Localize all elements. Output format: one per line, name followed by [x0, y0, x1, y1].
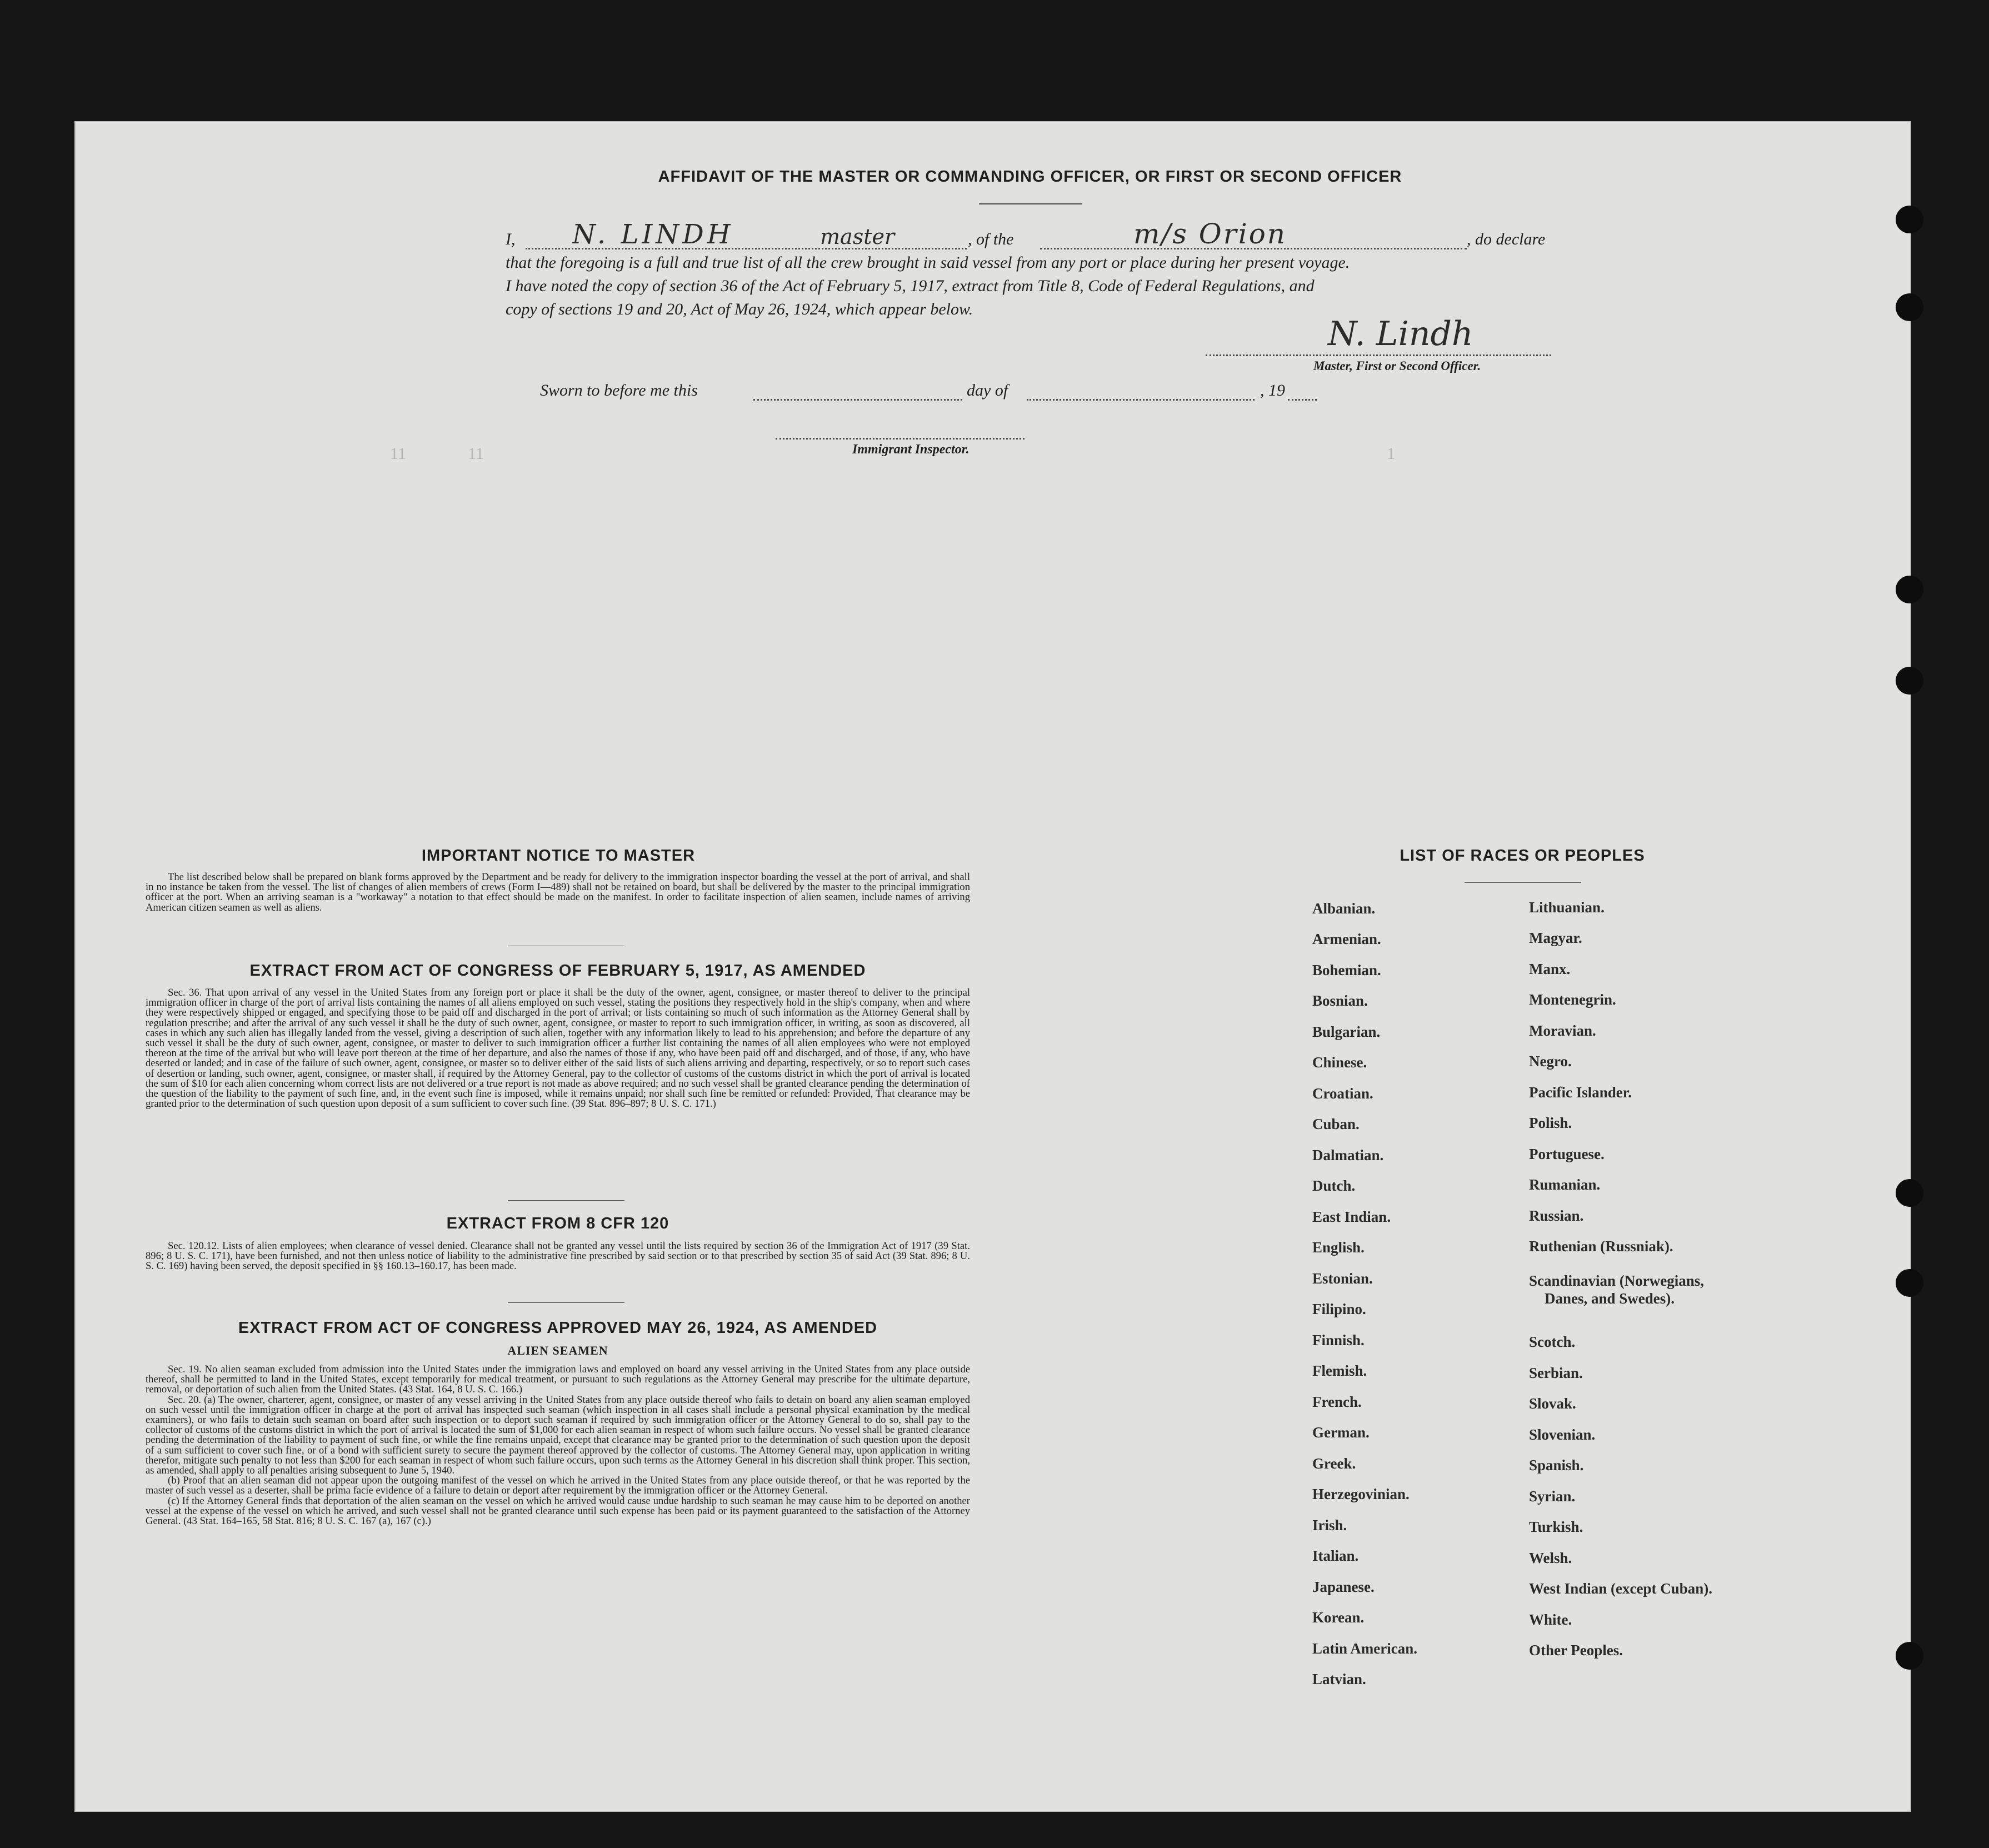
extract-1924-body — [146, 1365, 970, 1526]
race-item: Latvian. — [1312, 1671, 1366, 1687]
sworn-month-dotted-line — [1027, 399, 1255, 401]
race-item: Armenian. — [1312, 931, 1381, 947]
race-item: Turkish. — [1529, 1519, 1583, 1535]
race-item: East Indian. — [1312, 1208, 1391, 1225]
officer-signature: N. Lindh — [1328, 314, 1473, 353]
signature-dotted-line — [1206, 354, 1551, 356]
sworn-year-dotted-line — [1288, 399, 1317, 401]
race-item: Danes, and Swedes). — [1545, 1290, 1675, 1307]
race-item: Lithuanian. — [1529, 899, 1605, 916]
race-item: Russian. — [1529, 1207, 1584, 1224]
race-item: Irish. — [1312, 1517, 1347, 1534]
sworn-year-label: , 19 — [1260, 381, 1285, 399]
affidavit-i-label: I, — [506, 230, 516, 248]
title-divider — [1465, 882, 1581, 883]
race-item: German. — [1312, 1424, 1370, 1441]
extract-cfr-body: Sec. 120.12. Lists of alien employees; when clearance of vessel denied. Clearance shall not be granted any vessel until the lists required by section 36 of the Immigration Act of 1917 (39 Stat. 896; 8 U. S. C. 171), have been furnished, and not then unless notice of liability to the administrative fine prescribed by said section or to that prescribed by section 35 of said Act (39 Stat. 896; 8 U. S. C. 169) having been served, the deposit specified in §§ 160.13–160.17, has been made. — [146, 1240, 970, 1272]
punch-hole — [1896, 667, 1923, 695]
extract-1924-title: EXTRACT FROM ACT OF CONGRESS APPROVED MAY 26, 1924, AS AMENDED — [238, 1319, 878, 1337]
race-item: Spanish. — [1529, 1457, 1584, 1474]
vessel-dotted-line — [1040, 248, 1467, 249]
race-item: Other Peoples. — [1529, 1642, 1623, 1659]
race-item: Dalmatian. — [1312, 1147, 1384, 1163]
race-item: Slovak. — [1529, 1395, 1576, 1412]
bleed-through-mark: 1 — [1387, 444, 1395, 463]
race-item: Croatian. — [1312, 1085, 1373, 1102]
master-name-handwritten: N. LINDH — [572, 219, 734, 250]
punch-hole — [1896, 1642, 1923, 1670]
race-item: English. — [1312, 1239, 1365, 1256]
race-item: Slovenian. — [1529, 1426, 1596, 1443]
race-item: Negro. — [1529, 1053, 1572, 1070]
bleed-through-mark: 11 — [468, 444, 484, 463]
sworn-prefix: Sworn to before me this — [540, 381, 698, 399]
sworn-day-label: day of — [967, 381, 1008, 399]
race-item: Scotch. — [1529, 1333, 1576, 1350]
punch-hole — [1896, 293, 1923, 321]
race-item: Ruthenian (Russniak). — [1529, 1238, 1673, 1255]
vessel-name-handwritten: m/s Orion — [1133, 218, 1287, 250]
race-item: Bulgarian. — [1312, 1023, 1381, 1040]
extract-1917-title: EXTRACT FROM ACT OF CONGRESS OF FEBRUARY 5, 1917, AS AMENDED — [249, 962, 866, 980]
race-item: Rumanian. — [1529, 1176, 1601, 1193]
of-the-label: , of the — [968, 230, 1014, 248]
section-20a-paragraph: Sec. 20. (a) The owner, charterer, agent, consignee, or master of any vessel arriving in the United States from any place outside thereof who fails to detain on board any alien seaman employed on such vessel until the immigration officer in charge at the port of arrival has inspected such seaman (which inspection in all cases shall include a personal physical examination by the medical examiners), or who fails to detain such seaman on board after such inspection or to deport such seaman if required by such immigration officer or the Attorney General to do so, shall pay to the collector of customs of the customs district in which the port of arrival is located the sum of $1,000 for each alien seaman in respect of whom such failure occurs. No vessel shall be granted clearance pending the determination of the liability to payment of such fine, or while the fine remains unpaid, except that clearance may be granted prior to the determination of such question upon the deposit of a sum sufficient to cover such fine, or of a bond with sufficient surety to secure the payment thereof approved by the collector of customs. The Attorney General may, upon application in writing therefor, mitigate such penalty to not less than $200 for each seaman in respect of whom such failure occurs, upon such terms as the Attorney General in his discretion shall think proper. This section, as amended, shall apply to all penalties arising subsequent to June 5, 1940. — [146, 1394, 970, 1477]
notice-title: IMPORTANT NOTICE TO MASTER — [421, 847, 696, 865]
race-item: Manx. — [1529, 961, 1571, 977]
race-item: Albanian. — [1312, 900, 1376, 917]
punch-hole — [1896, 1269, 1923, 1297]
affidavit-line-2: that the foregoing is a full and true list of all the crew brought in said vessel from any port or place during her present voyage. — [506, 253, 1350, 272]
affidavit-line-4: copy of sections 19 and 20, Act of May 26, 1924, which appear below. — [506, 300, 973, 318]
punch-hole — [1896, 206, 1923, 233]
race-item: Latin American. — [1312, 1640, 1417, 1657]
punch-hole — [1896, 576, 1923, 603]
affidavit-line-3: I have noted the copy of section 36 of the Act of February 5, 1917, extract from Title 8, Code of Federal Regulations, and — [506, 277, 1315, 295]
race-item: Moravian. — [1529, 1022, 1596, 1039]
race-item: Flemish. — [1312, 1362, 1367, 1379]
race-item: Portuguese. — [1529, 1146, 1605, 1162]
sworn-day-dotted-line — [753, 399, 962, 401]
race-item: Cuban. — [1312, 1116, 1360, 1132]
do-declare-label: , do declare — [1467, 230, 1546, 248]
name-dotted-line — [526, 248, 967, 249]
signature-label: Master, First or Second Officer. — [1313, 359, 1481, 373]
race-item: White. — [1529, 1611, 1572, 1628]
bleed-through-mark: 11 — [390, 444, 406, 463]
rank-handwritten: master — [820, 224, 895, 249]
title-divider — [979, 203, 1082, 204]
extract-1917-body: Sec. 36. That upon arrival of any vessel in the United States from any foreign port or place it shall be the duty of the owner, agent, consignee, or master thereof to deliver to the principal immigration officer in charge of the port of arrival lists containing the names of all aliens employed on such vessel, stating the positions they respectively hold in the ship's company, when and where they were respectively shipped or engaged, and specifying those to be paid off and discharged in the port of arrival; or lists containing so much of such information as the Attorney General shall by regulation prescribe; and after the arrival of any such vessel it shall be the duty of such owner, agent, consignee, or master to report to such immigration officer, in writing, as soon as discovered, all cases in which any such alien has illegally landed from the vessel, giving a description of such alien, together with any information likely to lead to his apprehension; and before the departure of any such vessel it shall be the duty of such owner, agent, consignee, or master to deliver to such immigration officer a further list containing the names of all alien employees who were not employed thereon at the time of the arrival but who will leave port thereon at the time of her departure, and also the names of those if any, who have been paid off and discharged, and of those, if any, who have deserted or landed; and in case of the failure of such owner, agent, consignee, or master so to deliver either of the said lists of such aliens arriving and departing, respectively, or so to report such cases of desertion or landing, such owner, agent, consignee, or master shall, if required by the Attorney General, pay to the collector of customs of the customs district in which the port of arrival is located the sum of $10 for each alien concerning whom correct lists are not delivered or a true report is not made as above required; and no such vessel shall be granted clearance pending the determination of the question of the liability to the payment of such fine, and, in the event such fine is imposed, while it remains unpaid; nor shall such fine be remitted or refunded: Provided, That clearance may be granted prior to the determination of such question upon deposit of a sum sufficient to cover such fine. (39 Stat. 896–897; 8 U. S. C. 171.) — [146, 987, 970, 1110]
race-item: French. — [1312, 1394, 1362, 1410]
affidavit-title: AFFIDAVIT OF THE MASTER OR COMMANDING OFFICER, OR FIRST OR SECOND OFFICER — [658, 168, 1402, 186]
inspector-label: Immigrant Inspector. — [852, 442, 969, 457]
race-item: Montenegrin. — [1529, 991, 1616, 1008]
race-item: Estonian. — [1312, 1270, 1373, 1287]
section-divider — [508, 1200, 624, 1201]
race-item: Italian. — [1312, 1547, 1359, 1564]
extract-cfr-title: EXTRACT FROM 8 CFR 120 — [446, 1215, 669, 1232]
race-item: Dutch. — [1312, 1177, 1356, 1194]
race-item: Filipino. — [1312, 1301, 1366, 1317]
race-item: Serbian. — [1529, 1365, 1583, 1381]
race-item: Japanese. — [1312, 1579, 1375, 1595]
race-item: Pacific Islander. — [1529, 1084, 1632, 1101]
race-item: Magyar. — [1529, 930, 1582, 946]
section-20b-paragraph: (b) Proof that an alien seaman did not appear upon the outgoing manifest of the vessel on which he arrived in the United States from any place outside thereof, or that he was reported by the master of such vessel as a deserter, shall be prima facie evidence of a failure to detain or deport after requirement by the immigration officer or the Attorney General. — [146, 1475, 970, 1497]
section-20c-paragraph: (c) If the Attorney General finds that deportation of the alien seaman on the vessel on which he arrived would cause undue hardship to such seaman he may cause him to be deported on another vessel at the expense of the vessel on which he arrived, and such vessel shall not be granted clearance until such expense has been paid or its payment guaranteed to the satisfaction of the Attorney General. (43 Stat. 164–165, 58 Stat. 816; 8 U. S. C. 167 (a), 167 (c).) — [146, 1495, 970, 1527]
race-item: Finnish. — [1312, 1332, 1365, 1348]
race-item: Syrian. — [1529, 1488, 1576, 1505]
race-item: Bosnian. — [1312, 992, 1368, 1009]
inspector-dotted-line — [776, 438, 1025, 439]
section-divider — [508, 1302, 624, 1303]
race-item: Greek. — [1312, 1455, 1356, 1472]
race-item: West Indian (except Cuban). — [1529, 1580, 1713, 1597]
race-item: Korean. — [1312, 1609, 1365, 1626]
races-list-title: LIST OF RACES OR PEOPLES — [1400, 847, 1645, 865]
race-item: Scandinavian (Norwegians, — [1529, 1272, 1705, 1289]
race-item: Welsh. — [1529, 1550, 1572, 1566]
notice-body: The list described below shall be prepared on blank forms approved by the Department and be ready for delivery to the immigration inspector boarding the vessel at the port of arrival, and shall in no instance be taken from the vessel. The list of changes of alien members of crews (Form I—489) shall not be retained on board, but shall be delivered by the master to the principal immigration officer at the port. When an arriving seaman is a "workaway" a notation to that effect should be made on the manifest. In order to facilitate inspection of alien seamen, include names of arriving American citizen seamen as well as aliens. — [146, 871, 970, 913]
race-item: Herzegovinian. — [1312, 1486, 1410, 1502]
alien-seamen-subtitle: ALIEN SEAMEN — [507, 1343, 608, 1357]
punch-hole — [1896, 1179, 1923, 1207]
race-item: Bohemian. — [1312, 962, 1381, 978]
race-item: Polish. — [1529, 1115, 1572, 1131]
section-19-paragraph: Sec. 19. No alien seaman excluded from admission into the United States under the immigration laws and employed on board any vessel arriving in the United States from any place outside thereof, shall be permitted to land in the United States, except temporarily for medical treatment, or pursuant to such regulations as the Attorney General may prescribe for the ultimate departure, removal, or deportation of such alien from the United States. (43 Stat. 164, 8 U. S. C. 166.) — [146, 1363, 970, 1396]
race-item: Chinese. — [1312, 1054, 1367, 1071]
